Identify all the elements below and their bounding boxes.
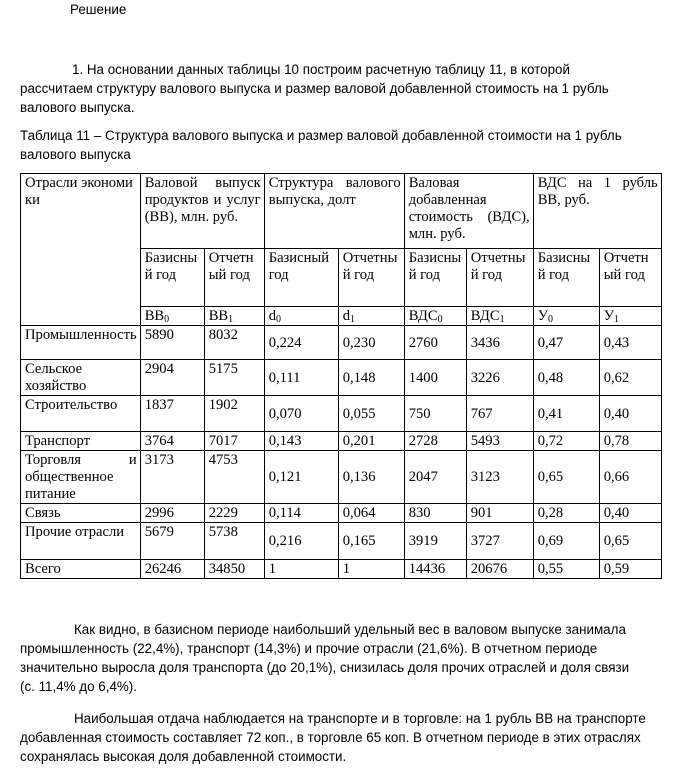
period-cell: Базисный год [533, 249, 599, 307]
conclusion-line: Как видно, в базисном периоде наибольший удельный вес в валовом выпуске занимала [74, 622, 626, 637]
value-cell: 20676 [466, 560, 533, 579]
value-cell: 0,41 [533, 396, 599, 432]
symbol-base: У [603, 308, 615, 324]
value-cell: 1 [338, 560, 404, 579]
symbol-base: ВДС [408, 308, 438, 324]
intro-line: валового выпуска. [20, 100, 135, 115]
symbol-subscript: 0 [275, 314, 281, 325]
header-gross-output: Валовой выпуск продуктов и услуг (ВВ), млн. руб. [140, 174, 264, 249]
symbol-subscript: 1 [499, 314, 505, 325]
value-cell: 3727 [466, 523, 533, 560]
sector-name-cell: Промышленность [21, 326, 141, 360]
value-cell: 0,148 [338, 360, 404, 396]
symbol-subscript: 1 [228, 314, 234, 325]
conclusion-line: значительно выросла доля транспорта (до 20,1%), снизилась доля прочих отраслей и доля связи [20, 660, 630, 675]
value-cell: 0,40 [599, 396, 661, 432]
value-cell: 0,224 [264, 326, 338, 360]
table-row [21, 451, 662, 504]
value-cell: 3764 [140, 432, 204, 451]
value-cell: 1902 [204, 396, 264, 432]
table-row [21, 326, 662, 360]
symbol-base: d [268, 308, 276, 324]
conclusion-line: сохранялась высокая доля добавленной стоимости. [20, 749, 347, 764]
value-cell: 26246 [140, 560, 204, 579]
value-cell: 901 [466, 504, 533, 523]
sector-name-cell: Прочие отрасли [21, 523, 141, 560]
conclusion-line: добавленная стоимость составляет 72 коп., в торговле 65 коп. В отчетном периоде в этих отраслях [20, 730, 641, 745]
period-cell: Отчетный год [466, 249, 533, 307]
table-row [21, 560, 662, 579]
header-gva: Валовая добавленная стоимость (ВДС), млн. руб. [404, 174, 533, 249]
table-row [21, 504, 662, 523]
value-cell: 0,064 [338, 504, 404, 523]
symbol-cell [204, 307, 264, 326]
symbol-base: ВВ [144, 308, 165, 324]
sector-name-cell: Торговля и общественное питание [21, 451, 141, 504]
value-cell: 3919 [404, 523, 466, 560]
caption-line: Таблица 11 – Структура валового выпуска и размер валовой добавленной стоимости на 1 рубль [20, 128, 622, 143]
value-cell: 2229 [204, 504, 264, 523]
value-cell: 0,40 [599, 504, 661, 523]
period-cell: Отчетный год [204, 249, 264, 307]
symbol-subscript: 0 [548, 314, 554, 325]
symbol-subscript: 0 [437, 314, 443, 325]
symbol-cell [264, 307, 338, 326]
value-cell: 0,230 [338, 326, 404, 360]
period-cell: Отчетный год [338, 249, 404, 307]
value-cell: 0,65 [599, 523, 661, 560]
value-cell: 0,28 [533, 504, 599, 523]
symbol-subscript: 1 [349, 314, 355, 325]
value-cell: 4753 [204, 451, 264, 504]
period-cell: Отчетный год [599, 249, 661, 307]
value-cell: 830 [404, 504, 466, 523]
sector-name-cell: Транспорт [21, 432, 141, 451]
value-cell: 7017 [204, 432, 264, 451]
value-cell: 0,201 [338, 432, 404, 451]
sector-name-cell: Сельское хозяйство [21, 360, 141, 396]
value-cell: 3173 [140, 451, 204, 504]
period-cell: Базисный год [264, 249, 338, 307]
value-cell: 5493 [466, 432, 533, 451]
symbol-cell [140, 307, 204, 326]
value-cell: 0,78 [599, 432, 661, 451]
value-cell: 1837 [140, 396, 204, 432]
header-sector: Отрасли экономики [21, 174, 141, 326]
value-cell: 5175 [204, 360, 264, 396]
intro-paragraph [20, 60, 640, 117]
second-conclusion-paragraph [20, 709, 660, 766]
value-cell: 0,69 [533, 523, 599, 560]
value-cell: 5738 [204, 523, 264, 560]
value-cell: 0,055 [338, 396, 404, 432]
value-cell: 14436 [404, 560, 466, 579]
period-cell: Базисный год [404, 249, 466, 307]
value-cell: 1400 [404, 360, 466, 396]
value-cell: 0,65 [533, 451, 599, 504]
value-cell: 3123 [466, 451, 533, 504]
value-cell: 2728 [404, 432, 466, 451]
table-header-row [21, 174, 662, 249]
value-cell: 0,55 [533, 560, 599, 579]
symbol-subscript: 0 [164, 314, 170, 325]
value-cell: 0,48 [533, 360, 599, 396]
table-row [21, 523, 662, 560]
value-cell: 0,143 [264, 432, 338, 451]
conclusion-line: Наибольшая отдача наблюдается на транспорте и в торговле: на 1 рубль ВВ на транспорте [74, 711, 646, 726]
value-cell: 0,66 [599, 451, 661, 504]
caption-line: валового выпуска [20, 147, 131, 162]
value-cell: 0,114 [264, 504, 338, 523]
symbol-cell [466, 307, 533, 326]
header-gva-per-ruble: ВДС на 1 рубль ВВ, руб. [533, 174, 661, 249]
table-row [21, 396, 662, 432]
sector-name-cell: Строительство [21, 396, 141, 432]
intro-line: рассчитаем структуру валового выпуска и размер валовой добавленной стоимость на 1 рубль [20, 81, 609, 96]
conclusion-paragraph [20, 620, 660, 696]
symbol-cell [599, 307, 661, 326]
table-row [21, 360, 662, 396]
value-cell: 5890 [140, 326, 204, 360]
value-cell: 0,62 [599, 360, 661, 396]
value-cell: 3436 [466, 326, 533, 360]
value-cell: 1 [264, 560, 338, 579]
symbol-base: ВДС [470, 308, 500, 324]
value-cell: 0,72 [533, 432, 599, 451]
value-cell: 767 [466, 396, 533, 432]
conclusion-line: промышленность (22,4%), транспорт (14,3%) и прочие отрасли (21,6%). В отчетном периоде [20, 641, 598, 656]
value-cell: 0,47 [533, 326, 599, 360]
symbol-cell [338, 307, 404, 326]
gross-output-structure-table [20, 173, 662, 579]
value-cell: 0,070 [264, 396, 338, 432]
value-cell: 750 [404, 396, 466, 432]
value-cell: 34850 [204, 560, 264, 579]
symbol-base: У [537, 308, 549, 324]
header-structure: Структура валового выпуска, долт [264, 174, 404, 249]
value-cell: 0,111 [264, 360, 338, 396]
symbol-base: d [342, 308, 350, 324]
period-cell: Базисный год [140, 249, 204, 307]
value-cell: 0,43 [599, 326, 661, 360]
symbol-cell [404, 307, 466, 326]
symbol-subscript: 1 [614, 314, 620, 325]
value-cell: 0,59 [599, 560, 661, 579]
value-cell: 5679 [140, 523, 204, 560]
table-row [21, 432, 662, 451]
value-cell: 0,165 [338, 523, 404, 560]
intro-line: 1. На основании данных таблицы 10 построим расчетную таблицу 11, в которой [72, 62, 570, 77]
symbol-cell [533, 307, 599, 326]
page-heading: Решение [70, 2, 127, 17]
value-cell: 3226 [466, 360, 533, 396]
conclusion-line: (с. 11,4% до 6,4%). [20, 679, 137, 694]
value-cell: 2760 [404, 326, 466, 360]
symbol-base: ВВ [208, 308, 229, 324]
value-cell: 0,216 [264, 523, 338, 560]
value-cell: 2904 [140, 360, 204, 396]
value-cell: 2047 [404, 451, 466, 504]
value-cell: 8032 [204, 326, 264, 360]
value-cell: 2996 [140, 504, 204, 523]
sector-name-cell: Связь [21, 504, 141, 523]
sector-name-cell: Всего [21, 560, 141, 579]
value-cell: 0,121 [264, 451, 338, 504]
table-caption [20, 126, 650, 164]
value-cell: 0,136 [338, 451, 404, 504]
